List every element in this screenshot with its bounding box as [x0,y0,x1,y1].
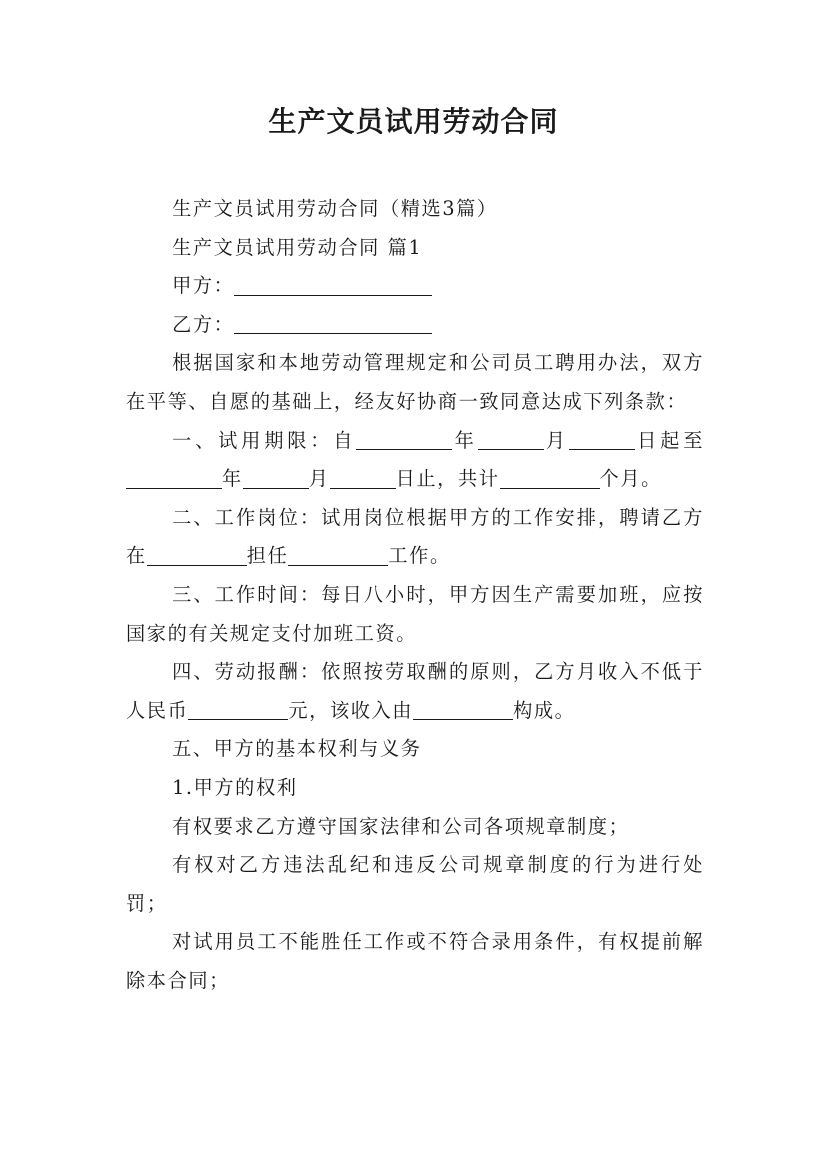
clause1-month1: 月 [543,428,569,452]
clause4-prefix: 四、劳动报酬：依照按劳取酬的原则，乙方月收入不低于人民币 [126,660,704,722]
post-blank [288,545,388,566]
salary-composition-blank [413,699,513,720]
party-b-line [126,306,704,345]
start-day-blank [569,429,635,450]
clause4-middle: 元，该收入由 [288,698,414,722]
party-a-blank [234,274,432,295]
department-blank [147,545,247,566]
start-year-blank [356,429,452,450]
clause2-middle: 担任 [246,544,289,568]
clause2-prefix: 二、工作岗位：试用岗位根据甲方的工作安排，聘请乙方在 [126,505,704,568]
party-b-blank [234,313,432,334]
document-title: 生产文员试用劳动合同 [268,105,559,138]
clause-party-a-rights: 五、甲方的基本权利与义务 [172,737,422,761]
clause1-month2: 月 [308,467,330,491]
section-heading: 生产文员试用劳动合同 篇1 [172,235,423,259]
party-a-label: 甲方： [172,274,235,298]
document-body [126,190,704,1000]
party-a-line [126,267,704,306]
clause1-day-end: 日止，共计 [395,467,500,491]
clause-position [126,499,704,576]
start-month-blank [478,429,544,450]
right-item-2: 有权对乙方违法乱纪和违反公司规章制度的行为进行处罚； [126,853,704,915]
rights-heading: 1.甲方的权利 [172,775,298,799]
subtitle-line: 生产文员试用劳动合同（精选3篇） [172,197,498,220]
right-item-3: 对试用员工不能胜任工作或不符合录用条件，有权提前解除本合同； [126,930,704,992]
clause1-year1: 年 [452,428,478,452]
clause1-suffix: 个月。 [599,467,662,491]
months-total-blank [500,467,600,488]
end-month-blank [243,467,309,488]
party-b-label: 乙方： [172,312,235,336]
clause2-suffix: 工作。 [388,544,451,568]
clause-remuneration [126,653,704,730]
intro-paragraph: 根据国家和本地劳动管理规定和公司员工聘用办法，双方在平等、自愿的基础上，经友好协商一致同意达成下列条款： [126,351,704,413]
clause-working-hours: 三、工作时间：每日八小时，甲方因生产需要加班，应按国家的有关规定支付加班工资。 [126,582,704,645]
clause1-day-start: 日起至 [634,428,704,452]
salary-blank [188,699,288,720]
clause1-prefix: 一、试用期限：自 [172,428,357,452]
clause-trial-period [126,422,704,499]
end-year-blank [126,467,222,488]
clause4-suffix: 构成。 [513,698,576,722]
right-item-1: 有权要求乙方遵守国家法律和公司各项规章制度； [172,814,630,838]
end-day-blank [330,467,396,488]
clause1-year2: 年 [222,467,243,491]
